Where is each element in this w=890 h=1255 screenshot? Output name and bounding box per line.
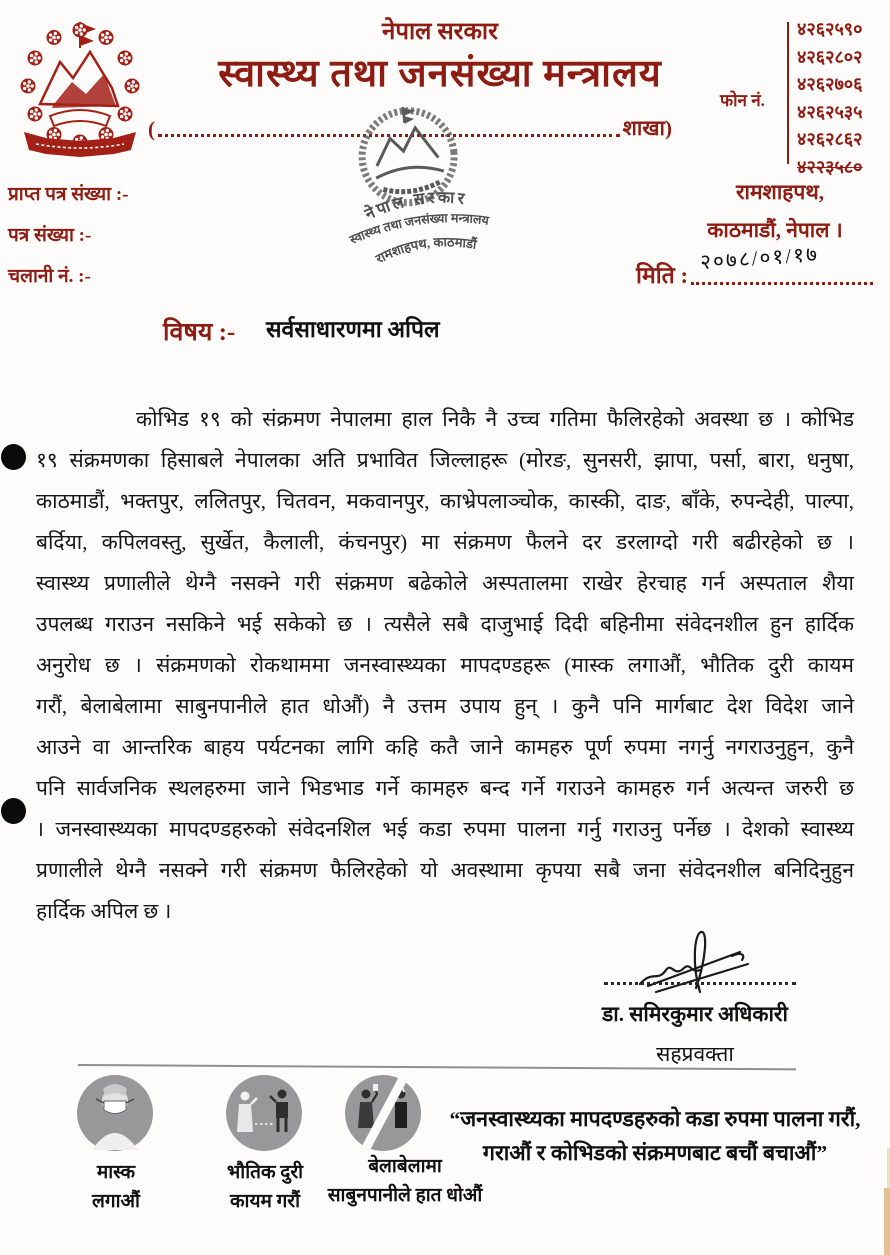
government-title: नेपाल सरकार xyxy=(382,19,498,45)
branch-label: शाखा) xyxy=(622,116,672,140)
stamp-line-2: स्वास्थ्य तथा जनसंख्या मन्त्रालय xyxy=(347,211,490,247)
body-line: आउने वा आन्तरिक बाहय पर्यटनका लागि कहि कतै जाने कामहरु पूर्ण रुपमा नगर्नु नगराउनुहुन, कुनै xyxy=(36,735,854,759)
handwash-caption-line-1: बेलाबेलामा xyxy=(368,1156,442,1177)
letter-no-field: पत्र संख्या :- xyxy=(8,225,92,246)
reference-fields xyxy=(8,174,129,297)
ministry-title: स्वास्थ्य तथा जनसंख्या मन्त्रालय xyxy=(218,53,662,95)
footer-quote-line-1: “जनस्वास्थ्यका मापदण्डहरुको कडा रुपमा पालना गरौं, xyxy=(449,1107,861,1131)
received-letter-no-field: प्राप्त पत्र संख्या :- xyxy=(8,184,129,205)
body-line: स्वास्थ्य प्रणालीले थेग्नै नसक्ने गरी संक्रमण बढेकोले अस्पतालमा राखेर हेरचाह गर्न अस्पताल शैया xyxy=(36,571,854,595)
phone-number: ४२६२८६२ xyxy=(797,129,863,149)
handwash-icon xyxy=(344,1074,422,1152)
handwash-caption-line-2: साबुनपानीले हात धोऔं xyxy=(327,1185,483,1206)
nepal-emblem-icon xyxy=(16,16,144,168)
phone-number: ४२६२७०६ xyxy=(797,74,863,94)
punch-hole-dot-bottom xyxy=(1,798,26,824)
phone-number: ४२६२५९० xyxy=(797,19,863,39)
physical-distance-icon xyxy=(225,1074,303,1152)
stamp-line-1: नेपाल सरकार xyxy=(362,189,469,224)
date-label: मिति : xyxy=(636,263,689,288)
distance-caption-line-1: भौतिक दुरी xyxy=(226,1162,304,1183)
phone-number: ४२६२८०२ xyxy=(797,46,863,67)
subject-label: विषय :- xyxy=(163,319,236,346)
handwritten-date: २०७८/०१/१७ xyxy=(699,241,820,275)
subject-text: सर्वसाधारणमा अपिल xyxy=(266,317,440,342)
scan-edge-strip xyxy=(884,1188,890,1255)
mask-caption-line-1: मास्क xyxy=(96,1162,136,1183)
footer-quote xyxy=(425,1102,885,1170)
stamp-line-3: रामशाहपथ, काठमाडौं xyxy=(373,234,478,267)
body-line: उपलब्ध गराउन नसकिने भई सकेको छ । त्यसैले सबै दाजुभाई दिदी बहिनीमा संवेदनशील हुन हार्दिक xyxy=(36,612,854,636)
phone-divider-line xyxy=(787,22,789,164)
letter-body xyxy=(36,399,854,932)
mask-icon xyxy=(76,1074,154,1152)
phone-number-list xyxy=(797,16,887,181)
phone-label: फोन नं. xyxy=(720,91,765,110)
body-line: बर्दिया, कपिलवस्तु, सुर्खेत, कैलाली, कंचनपुर) मा संक्रमण फैलने दर डरलाग्दो गरी बढीरहेको छ । xyxy=(36,530,854,554)
body-line: अनुरोध छ । संक्रमणको रोकथाममा जनस्वास्थ्यका मापदण्डहरू (मास्क लगाऔं, भौतिक दुरी कायम xyxy=(36,653,854,677)
signatory-name: डा. समिरकुमार अधिकारी xyxy=(602,1002,788,1026)
signature-scribble xyxy=(622,926,772,996)
body-line: । जनस्वास्थ्यका मापदण्डहरुको संवेदनशिल भई कडा रुपमा पालना गर्नु गराउनु पर्नेछ । देशको स्वास्थ्य xyxy=(36,817,854,841)
address-line-1: रामशाहपथ, xyxy=(735,180,825,204)
mask-caption xyxy=(55,1158,177,1216)
ministry-ink-stamp xyxy=(302,86,531,302)
body-line: पनि सार्वजनिक स्थलहरुमा जाने भिडभाड गर्ने कामहरु बन्द गर्ने गराउने कामहरु गर्न अत्यन्त जरुरी छ xyxy=(36,776,854,800)
signature-dotted-line xyxy=(604,968,796,985)
body-line: प्रणालीले थेग्नै नसक्ने गरी संक्रमण फैलिरहेको यो अवस्थामा कृपया सबै जना संवेदनशील बनिदिनुहुन xyxy=(36,858,854,882)
svg-text:रामशाहपथ, काठमाडौं xyxy=(371,230,480,267)
body-line: हार्दिक अपिल छ । xyxy=(36,899,172,923)
body-line: काठमाडौं, भक्तपुर, ललितपुर, चितवन, मकवानपुर, काभ्रेपलाञ्चोक, कास्की, दाङ, बाँके, रुपन्देही, पाल्पा, xyxy=(36,489,854,513)
phone-number: ४२२३५८० xyxy=(797,156,863,177)
punch-hole-dot-top xyxy=(1,444,26,470)
body-line: १९ संक्रमणका हिसाबले नेपालका अति प्रभावित जिल्लाहरू (मोरङ, सुनसरी, झापा, पर्सा, बारा, धनुषा, xyxy=(36,448,854,472)
body-line: गरौं, बेलाबेलामा साबुनपानीले हात धोऔं) नै उत्तम उपाय हुन् । कुनै पनि मार्गबाट देश विदेश जाने xyxy=(36,694,854,718)
branch-open-paren: ( xyxy=(148,117,155,141)
footer-quote-line-2: गराऔं र कोभिडको संक्रमणबाट बचौं बचाऔं” xyxy=(482,1141,828,1165)
mask-caption-line-2: लगाऔं xyxy=(92,1191,140,1212)
signatory-designation: सहप्रवक्ता xyxy=(656,1042,734,1066)
dispatch-no-field: चलानी नं. :- xyxy=(8,266,91,287)
body-line: कोभिड १९ को संक्रमण नेपालमा हाल निकै नै उच्च गतिमा फैलिरहेको अवस्था छ । कोभिड xyxy=(136,407,854,431)
distance-caption-line-2: कायम गरौं xyxy=(229,1191,301,1212)
phone-number: ४२६२५३५ xyxy=(797,101,863,122)
date-dotted-line xyxy=(691,281,873,285)
address-line-2: काठमाडौं, नेपाल । xyxy=(707,218,843,242)
